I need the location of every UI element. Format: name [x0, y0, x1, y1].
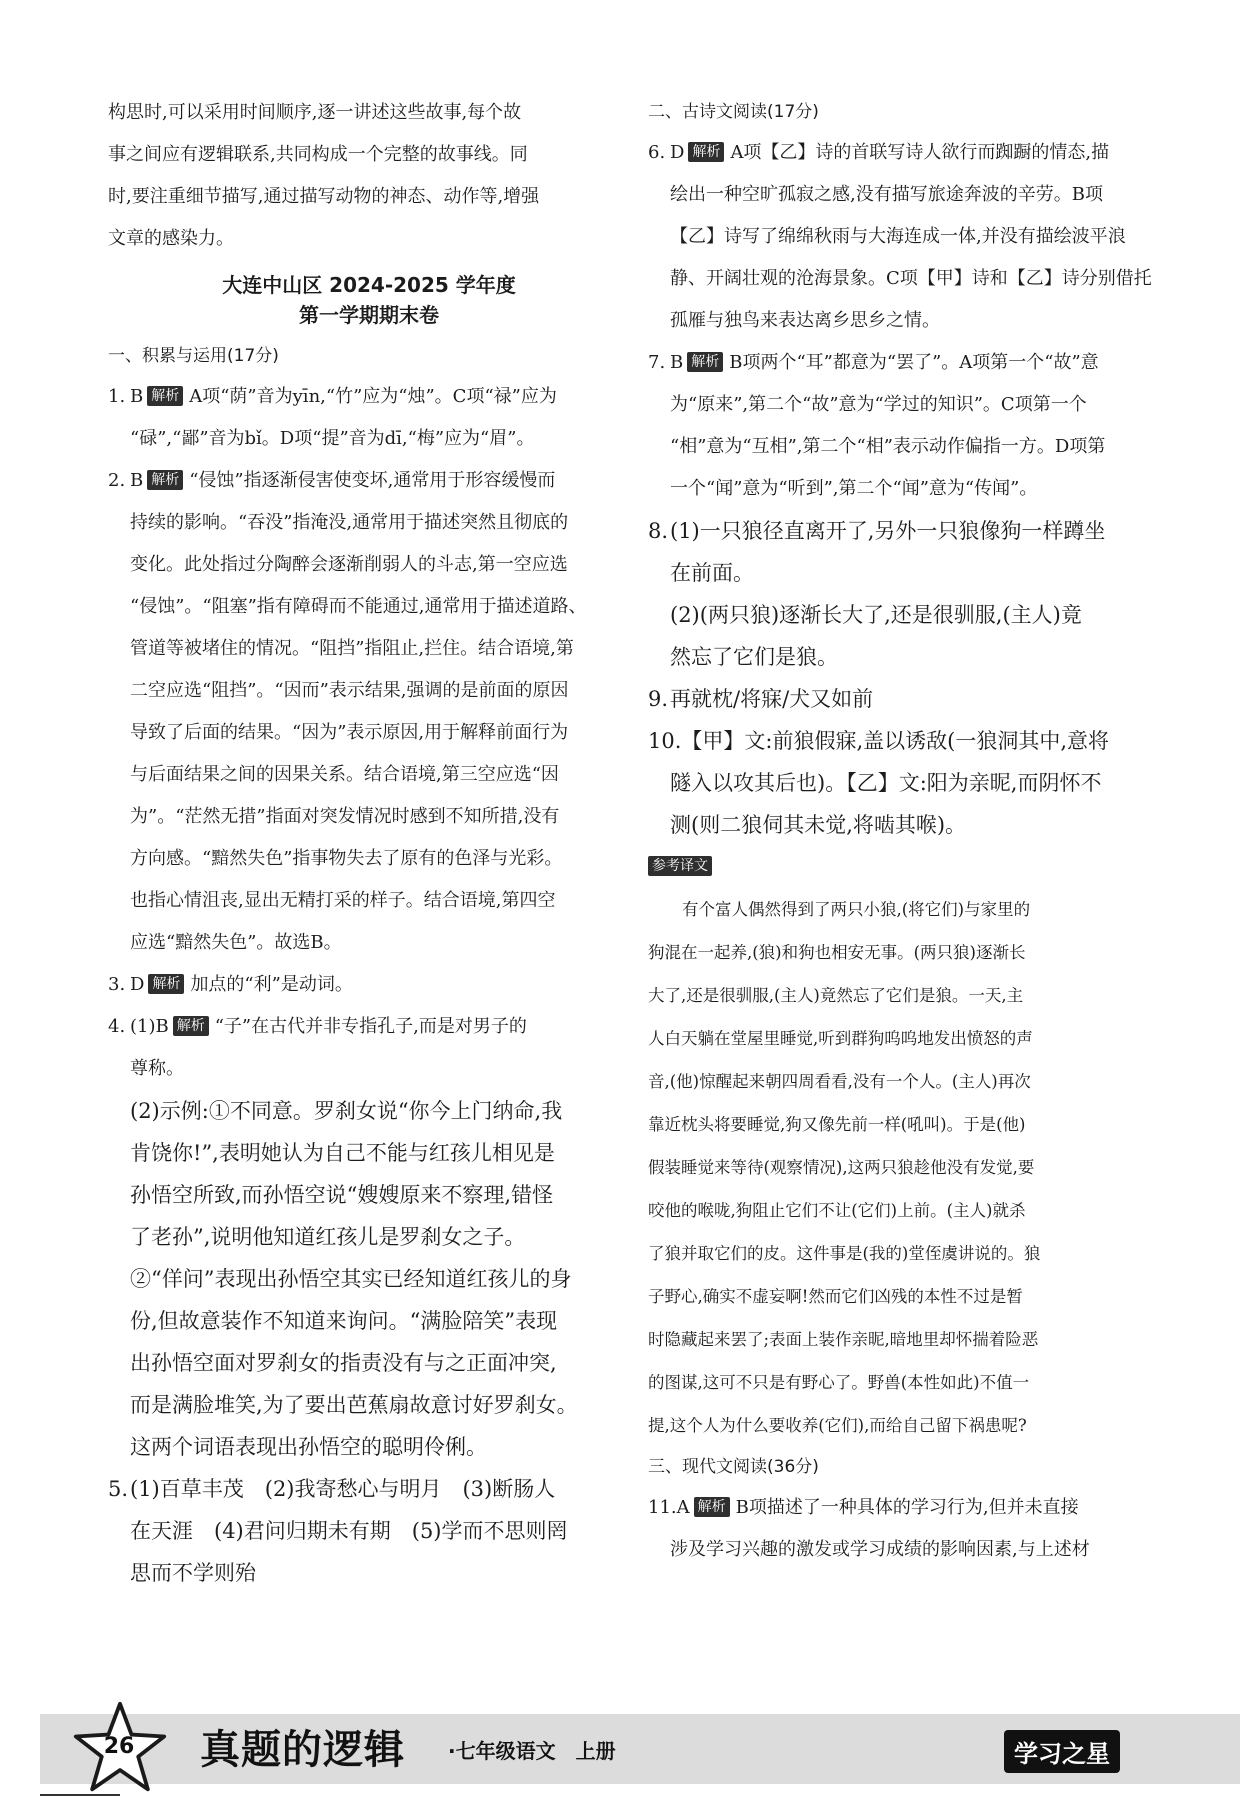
analysis-line: 一个“闻”意为“听到”,第二个“闻”意为“传闻”。: [670, 478, 1038, 499]
section-heading: 三、现代文阅读(36分): [648, 1457, 819, 1477]
translation-line: 人白天躺在堂屋里睡觉,听到群狗呜呜地发出愤怒的声: [648, 1029, 1033, 1048]
answer-text: 【甲】文:前狼假寐,盖以诱敌(一狼洞其中,意将: [681, 729, 1110, 753]
analysis-tag: 解析: [148, 974, 184, 994]
analysis-tag: 解析: [688, 142, 724, 162]
answer-choice: A: [676, 1497, 690, 1518]
analysis-line: 静、开阔壮观的沧海景象。C项【甲】诗和【乙】诗分别借托: [670, 268, 1152, 289]
answer-text-line: 这两个词语表现出孙悟空的聪明伶俐。: [130, 1435, 487, 1459]
question-number: 4.: [108, 1016, 126, 1037]
analysis-text: B项两个“耳”都意为“罢了”。A项第一个“故”意: [729, 352, 1099, 373]
answer-text-line: (2)示例:①不同意。罗刹女说“你今上门纳命,我: [130, 1099, 563, 1123]
exam-title-line: 第一学期期末卷: [299, 303, 439, 327]
question-number: 8.: [648, 519, 669, 543]
analysis-line: 应选“黯然失色”。故选B。: [130, 932, 342, 953]
answer-line: [648, 132, 1182, 174]
section-heading: 一、积累与运用(17分): [108, 346, 279, 366]
analysis-line: 方向感。“黯然失色”指事物失去了原有的色泽与光彩。: [130, 848, 563, 869]
answer-text: (1)一只狼径直离开了,另外一只狼像狗一样蹲坐: [670, 519, 1106, 543]
analysis-text: 加点的“利”是动词。: [190, 974, 353, 995]
answer-line: [108, 460, 630, 502]
translation-line: 假装睡觉来等待(观察情况),这两只狼趁他没有发觉,要: [648, 1158, 1035, 1177]
page-number: 26: [103, 1734, 135, 1759]
translation-line: 音,(他)惊醒起来朝四周看看,没有一个人。(主人)再次: [648, 1072, 1031, 1091]
answer-line: [648, 720, 1182, 762]
answer-text: 再就枕/将寐/犬又如前: [670, 687, 874, 711]
answer-text-line: 隧入以攻其后也)。【乙】文:阳为亲昵,而阴怀不: [670, 771, 1102, 795]
answer-text-line: 出孙悟空面对罗刹女的指责没有与之正面冲突,: [130, 1351, 557, 1375]
answer-text-line: (2)(两只狼)逐渐长大了,还是很驯服,(主人)竟: [670, 603, 1082, 627]
answer-text: (1)百草丰茂 (2)我寄愁心与明月 (3)断肠人: [130, 1477, 556, 1501]
answer-text-line: 孙悟空所致,而孙悟空说“嫂嫂原来不察理,错怪: [130, 1183, 554, 1207]
analysis-tag: 解析: [687, 352, 723, 372]
answer-line: [648, 1487, 1182, 1529]
translation-line: 的图谋,这可不只是有野心了。野兽(本性如此)不值一: [648, 1373, 1030, 1392]
footer-rule: [40, 1794, 120, 1796]
question-number: 2.: [108, 470, 126, 491]
analysis-line: 孤雁与独鸟来表达离乡思乡之情。: [670, 310, 940, 331]
translation-line: 时隐藏起来罢了;表面上装作亲昵,暗地里却怀揣着险恶: [648, 1330, 1039, 1349]
analysis-line: 为“原来”,第二个“故”意为“学过的知识”。C项第一个: [670, 394, 1087, 415]
analysis-line: “相”意为“互相”,第二个“相”表示动作偏指一方。D项第: [670, 436, 1106, 457]
answer-line: [108, 376, 630, 418]
answer-line: [108, 964, 630, 1006]
analysis-tag: 解析: [694, 1497, 730, 1517]
translation-line: 咬他的喉咙,狗阻止它们不让(它们)上前。(主人)就杀: [648, 1201, 1026, 1220]
section-heading: 二、古诗文阅读(17分): [648, 102, 819, 122]
exam-title: [108, 270, 630, 330]
answer-choice: D: [130, 974, 145, 995]
translation-line: 了狼并取它们的皮。这件事是(我的)堂侄虞讲说的。狼: [648, 1244, 1041, 1263]
intro-line: 事之间应有逻辑联系,共同构成一个完整的故事线。同: [108, 144, 528, 165]
answer-line: [648, 342, 1182, 384]
analysis-line: 变化。此处指过分陶醉会逐渐削弱人的斗志,第一空应选: [130, 554, 568, 575]
translation-line: 靠近枕头将要睡觉,狗又像先前一样(吼叫)。于是(他): [648, 1115, 1026, 1134]
answer-choice: B: [670, 352, 684, 373]
publisher-logo: 学习之星: [1004, 1730, 1120, 1773]
analysis-tag: 解析: [173, 1016, 209, 1036]
analysis-line: 二空应选“阻挡”。“因而”表示结果,强调的是前面的原因: [130, 680, 569, 701]
intro-line: 文章的感染力。: [108, 228, 234, 249]
question-number: 11.: [648, 1497, 677, 1518]
grade-label: ·七年级语文 上册: [448, 1739, 616, 1763]
answer-line: [108, 1006, 630, 1048]
analysis-line: 尊称。: [130, 1058, 184, 1079]
translation-heading: [648, 846, 1182, 888]
analysis-text: A项“荫”音为yīn,“竹”应为“烛”。C项“禄”应为: [189, 386, 557, 407]
analysis-tag: 解析: [147, 470, 183, 490]
answer-line: [648, 510, 1182, 552]
analysis-line: 为”。“茫然无措”指面对突发情况时感到不知所措,没有: [130, 806, 560, 827]
answer-choice: B: [130, 470, 144, 491]
question-number: 6.: [648, 142, 666, 163]
page-footer: [0, 1708, 1250, 1820]
analysis-text: A项【乙】诗的首联写诗人欲行而踟蹰的情态,描: [730, 142, 1110, 163]
question-number: 7.: [648, 352, 666, 373]
analysis-line: 管道等被堵住的情况。“阻挡”指阻止,拦住。结合语境,第: [130, 638, 574, 659]
reference-translation-tag: 参考译文: [648, 856, 712, 876]
translation-line: 大了,还是很驯服,(主人)竟然忘了它们是狼。一天,主: [648, 986, 1024, 1005]
answer-text-line: ②“佯问”表现出孙悟空其实已经知道红孩儿的身: [130, 1267, 572, 1291]
translation-line: 狗混在一起养,(狼)和狗也相安无事。(两只狼)逐渐长: [648, 943, 1026, 962]
right-column: [648, 92, 1182, 1571]
analysis-line: “碌”,“鄙”音为bǐ。D项“提”音为dī,“梅”应为“眉”。: [130, 428, 535, 449]
analysis-line: 持续的影响。“吞没”指淹没,通常用于描述突然且彻底的: [130, 512, 569, 533]
translation-line: 有个富人偶然得到了两只小狼,(将它们)与家里的: [682, 900, 1031, 919]
answer-text-line: 在天涯 (4)君问归期未有期 (5)学而不思则罔: [130, 1519, 568, 1543]
intro-line: 构思时,可以采用时间顺序,逐一讲述这些故事,每个故: [108, 102, 522, 123]
answer-line: [648, 678, 1182, 720]
question-number: 3.: [108, 974, 126, 995]
intro-line: 时,要注重细节描写,通过描写动物的神态、动作等,增强: [108, 186, 540, 207]
analysis-line: 也指心情沮丧,显出无精打采的样子。结合语境,第四空: [130, 890, 556, 911]
question-number: 5.: [108, 1477, 129, 1501]
analysis-tag: 解析: [147, 386, 183, 406]
exam-title-line: 大连中山区 2024-2025 学年度: [222, 273, 516, 297]
series-brand: 真题的逻辑: [200, 1727, 405, 1773]
translation-line: 提,这个人为什么要收养(它们),而给自己留下祸患呢?: [648, 1416, 1027, 1435]
answer-text-line: 而是满脸堆笑,为了要出芭蕉扇故意讨好罗刹女。: [130, 1393, 578, 1417]
question-number: 9.: [648, 687, 669, 711]
answer-text-line: 了老孙”,说明他知道红孩儿是罗刹女之子。: [130, 1225, 526, 1249]
answer-text-line: 份,但故意装作不知道来询问。“满脸陪笑”表现: [130, 1309, 558, 1333]
answer-text-line: 然忘了它们是狼。: [670, 645, 838, 669]
analysis-text: “侵蚀”指逐渐侵害使变坏,通常用于形容缓慢而: [189, 470, 556, 491]
answer-text-line: 测(则二狼伺其未觉,将啮其喉)。: [670, 813, 967, 837]
analysis-text: B项描述了一种具体的学习行为,但并未直接: [735, 1497, 1079, 1518]
left-column: [108, 92, 630, 1594]
question-number: 1.: [108, 386, 126, 407]
answer-line: [108, 1468, 630, 1510]
answer-choice: D: [670, 142, 685, 163]
analysis-line: “侵蚀”。“阻塞”指有障碍而不能通过,通常用于描述道路、: [130, 596, 587, 617]
analysis-text: “子”在古代并非专指孔子,而是对男子的: [214, 1016, 527, 1037]
analysis-line: 与后面结果之间的因果关系。结合语境,第三空应选“因: [130, 764, 559, 785]
analysis-line: 导致了后面的结果。“因为”表示原因,用于解释前面行为: [130, 722, 569, 743]
analysis-line: 【乙】诗写了绵绵秋雨与大海连成一体,并没有描绘波平浪: [670, 226, 1126, 247]
answer-text-line: 肯饶你!”,表明她认为自己不能与红孩儿相见是: [130, 1141, 555, 1165]
answer-text-line: 思而不学则殆: [130, 1561, 256, 1585]
answer-text-line: 在前面。: [670, 561, 754, 585]
analysis-line: 绘出一种空旷孤寂之感,没有描写旅途奔波的辛劳。B项: [670, 184, 1103, 205]
question-number: 10.: [648, 729, 682, 753]
translation-line: 子野心,确实不虚妄啊!然而它们凶残的本性不过是暂: [648, 1287, 1023, 1306]
analysis-line: 涉及学习兴趣的激发或学习成绩的影响因素,与上述材: [670, 1539, 1090, 1560]
answer-choice: (1)B: [130, 1016, 169, 1037]
answer-choice: B: [130, 386, 144, 407]
